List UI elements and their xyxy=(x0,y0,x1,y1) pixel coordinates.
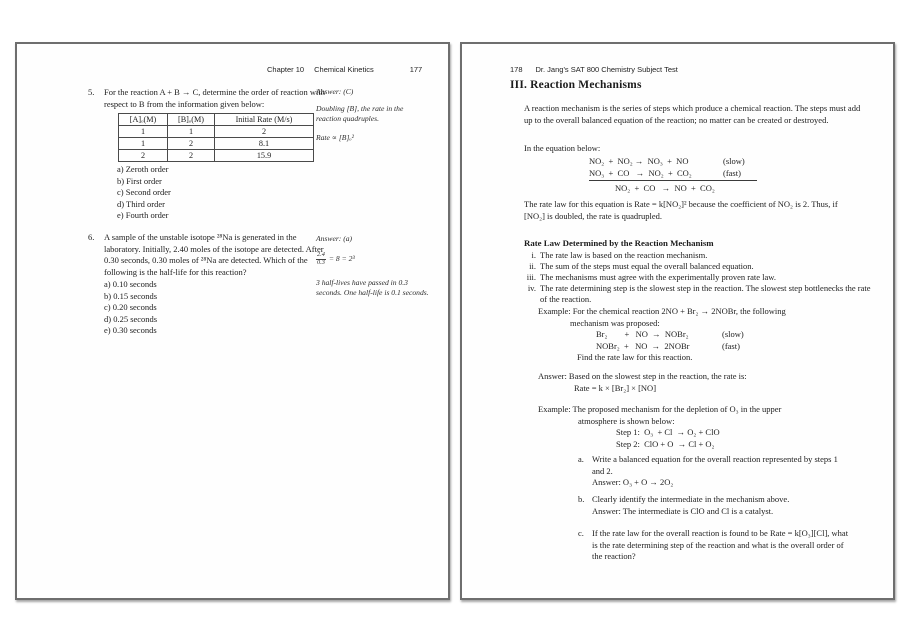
col-header-rate: Initial Rate (M/s) xyxy=(215,114,314,126)
question-6-text: A sample of the unstable isotope ²⁸Na is generated in the laboratory. Initially, 2.40 moles of the isotope are detected. After 0.30 seconds, 0.30 moles of ²⁸Na are detected. Which of the following is the half-life for this reaction? xyxy=(104,232,324,277)
rule-iv xyxy=(524,283,872,305)
fraction xyxy=(316,252,326,267)
question-6-margin-notes xyxy=(316,234,430,298)
rule-marker: iii. xyxy=(526,272,536,282)
item-question: Write a balanced equation for the overall reaction represented by steps 1 and 2. xyxy=(592,454,838,476)
example-line-1: Example: The proposed mechanism for the depletion of O₃ in the upper xyxy=(538,404,782,414)
cell: 2 xyxy=(168,138,215,150)
rule-iii xyxy=(524,272,872,283)
intro-paragraph: A reaction mechanism is the series of steps which produce a chemical reaction. The steps must add up to the overall balanced equation of the reaction; no matter can be created or destroyed. xyxy=(524,103,861,125)
chapter-label: Chapter 10 xyxy=(267,65,305,74)
rate-law-paragraph: The rate law for this equation is Rate = k[NO₂]² because the coefficient of NO₂ is 2. Thus, if [NO₂] is doubled, the rate is quadrupled. xyxy=(524,199,838,221)
cell: 8.1 xyxy=(215,138,314,150)
question-6 xyxy=(88,232,332,337)
eq-1-speed: (slow) xyxy=(722,329,744,339)
answer-line-1: Answer: Based on the slowest step in the reaction, the rate is: xyxy=(538,371,747,381)
mechanism-equations xyxy=(589,156,757,195)
rule-marker: ii. xyxy=(529,261,536,271)
rule-ii xyxy=(524,261,872,272)
option-d: d) Third order xyxy=(117,198,165,209)
cell: 2 xyxy=(168,150,215,162)
example-task: Find the rate law for this reaction. xyxy=(577,352,693,362)
example-eq-1 xyxy=(596,329,786,341)
example-line-2: mechanism was proposed: xyxy=(570,317,660,328)
equation-intro: In the equation below: xyxy=(524,143,601,153)
q5-answer: Answer: (C) xyxy=(316,87,354,96)
subquestion-c-row xyxy=(578,528,850,563)
option-c: c) 0.20 seconds xyxy=(104,302,157,312)
question-5-number: 5. xyxy=(88,87,95,97)
fraction-numerator: 2.4 xyxy=(317,251,325,258)
answer-rate-law: Rate = k × [Br₂] × [NO] xyxy=(574,382,657,393)
cell: 15.9 xyxy=(215,150,314,162)
rate-law-rules xyxy=(524,250,872,305)
question-6-options xyxy=(104,279,332,337)
q6-fraction-work xyxy=(316,252,430,267)
fraction-denominator: 0.3 xyxy=(317,258,325,266)
item-answer: Answer: O₃ + O → 2O₂ xyxy=(592,477,674,487)
example-nobr-answer xyxy=(538,371,747,394)
example-nobr xyxy=(538,306,786,364)
rule-i xyxy=(524,250,872,261)
question-5-body xyxy=(104,113,332,222)
rule-text: The sum of the steps must equal the overall balanced equation. xyxy=(540,261,754,271)
chapter-title: Chemical Kinetics xyxy=(314,65,374,74)
example-line-2: atmosphere is shown below: xyxy=(578,415,675,426)
item-text xyxy=(592,454,850,489)
cell: 1 xyxy=(168,126,215,138)
eq-2-formula: NOBr₂ + NO → 2NOBr xyxy=(596,340,690,351)
question-5 xyxy=(88,87,332,222)
step-1-formula: NO₂ + NO₂ → NO₃ + NO xyxy=(589,156,689,166)
page-number: 177 xyxy=(409,65,423,74)
question-6-number: 6. xyxy=(88,232,95,242)
rule-text: The mechanisms must agree with the experimentally proven rate law. xyxy=(540,272,776,282)
option-b: b) First order xyxy=(117,175,162,186)
example-eq-2 xyxy=(596,341,786,353)
question-5-options xyxy=(117,164,332,222)
mechanism-step-1 xyxy=(589,156,757,168)
eq-2-speed: (fast) xyxy=(722,340,740,351)
q6-answer: Answer: (a) xyxy=(316,234,353,243)
step-2-formula: NO₃ + CO → NO₂ + CO₂ xyxy=(589,167,692,178)
page-177 xyxy=(15,42,450,600)
rate-data-table xyxy=(118,113,314,162)
col-header-b0: [B]ₒ(M) xyxy=(168,114,215,126)
step-1-speed: (slow) xyxy=(723,156,745,166)
cell: 1 xyxy=(119,126,168,138)
ozone-step-1: Step 1: O₃ + Cl → O₂ + ClO xyxy=(616,427,720,437)
col-header-a0: [A]ₒ(M) xyxy=(119,114,168,126)
rule-text: The rate determining step is the slowest step in the reaction. The slowest step bottlenecks the rate of the reaction. xyxy=(540,283,871,304)
page-178-header xyxy=(510,64,678,76)
rate-law-subheading: Rate Law Determined by the Reaction Mechanism xyxy=(524,238,714,248)
item-marker: b. xyxy=(578,494,585,504)
cell: 2 xyxy=(215,126,314,138)
subquestion-b xyxy=(578,494,850,517)
item-marker: a. xyxy=(578,454,584,464)
book-title: Dr. Jang's SAT 800 Chemistry Subject Test xyxy=(535,65,678,74)
rule-text: The rate law is based on the reaction mechanism. xyxy=(540,250,708,260)
item-text xyxy=(592,494,850,517)
item-question: Clearly identify the intermediate in the mechanism above. xyxy=(592,494,790,504)
question-6-stem xyxy=(88,232,332,278)
option-a: a) Zeroth order xyxy=(117,164,169,174)
option-c: c) Second order xyxy=(117,187,171,197)
page-178 xyxy=(460,42,895,600)
option-b: b) 0.15 seconds xyxy=(104,290,158,301)
option-d: d) 0.25 seconds xyxy=(104,313,158,324)
subquestion-a-row xyxy=(578,454,850,489)
page-number: 178 xyxy=(510,65,523,74)
q5-explanation: Doubling [B], the rate in the reaction quadruples. xyxy=(316,104,404,123)
section-title: III. Reaction Mechanisms xyxy=(510,79,642,91)
rule-marker: iv. xyxy=(527,283,536,293)
ozone-step-2: Step 2: ClO + O → Cl + O₂ xyxy=(616,438,715,449)
page-177-header xyxy=(267,64,422,76)
mechanism-step-2 xyxy=(589,168,757,182)
question-5-stem xyxy=(88,87,332,110)
example-line-1: Example: For the chemical reaction 2NO + Br₂ → 2NOBr, the following xyxy=(538,306,786,316)
question-5-margin-notes xyxy=(316,87,430,143)
cell: 1 xyxy=(119,138,168,150)
q6-explanation: 3 half-lives have passed in 0.3 seconds. One half-life is 0.1 seconds. xyxy=(316,277,429,297)
fraction-result: = 8 = 2³ xyxy=(328,254,355,264)
rule-marker: i. xyxy=(531,250,536,260)
step-2-speed: (fast) xyxy=(723,167,741,178)
table-row xyxy=(119,150,314,162)
table-row xyxy=(119,126,314,138)
item-question: If the rate law for the overall reaction is found to be Rate = k[O₃][Cl], what is the rate determining step of the reaction and what is the overall order of the reaction? xyxy=(592,528,849,561)
item-marker: c. xyxy=(578,528,584,538)
q5-rate-expression: Rate ∝ [B]ₒ² xyxy=(316,133,354,142)
item-answer: Answer: The intermediate is ClO and Cl is a catalyst. xyxy=(592,505,774,516)
cell: 2 xyxy=(119,150,168,162)
question-5-text: For the reaction A + B → C, determine the order of reaction with respect to B from the information given below: xyxy=(104,87,326,109)
eq-1-formula: Br₂ + NO → NOBr₂ xyxy=(596,329,689,339)
example-equations xyxy=(596,329,786,352)
table-row xyxy=(119,138,314,150)
option-e: e) Fourth order xyxy=(117,210,169,220)
table-header-row xyxy=(119,114,314,126)
overall-equation: NO₂ + CO → NO + CO₂ xyxy=(615,183,715,193)
option-e: e) 0.30 seconds xyxy=(104,325,157,335)
subquestion-b-row xyxy=(578,494,850,517)
subquestion-a xyxy=(578,454,850,489)
option-a: a) 0.10 seconds xyxy=(104,279,157,289)
example-ozone xyxy=(538,404,781,450)
subquestion-c xyxy=(578,528,850,563)
